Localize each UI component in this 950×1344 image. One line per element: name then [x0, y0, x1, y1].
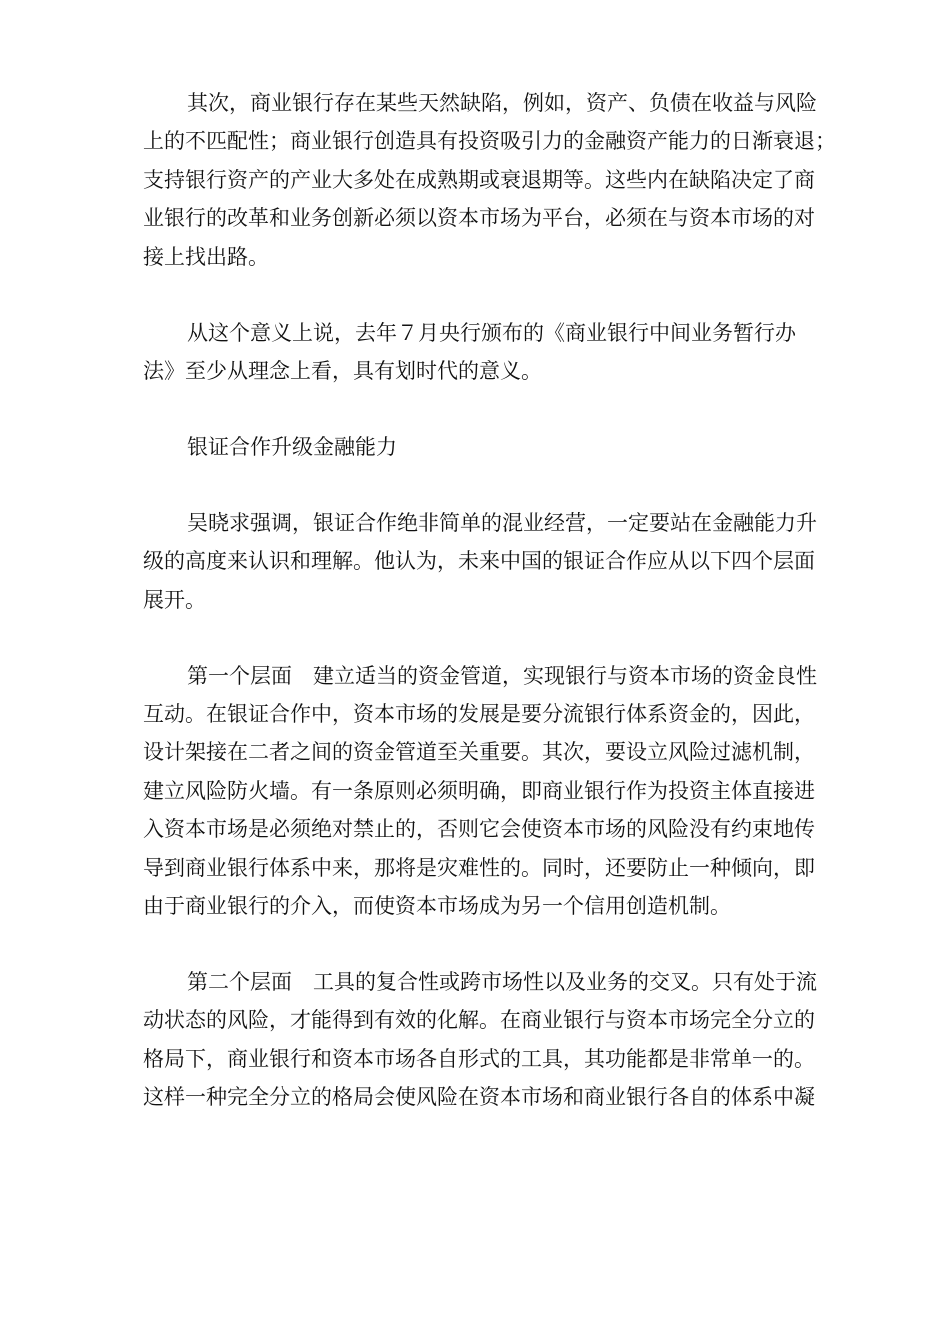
text-line: 上的不匹配性；商业银行创造具有投资吸引力的金融资产能力的日渐衰退； [143, 129, 836, 154]
text-line: 从这个意义上说，去年７月央行颁布的《商业银行中间业务暂行办 [187, 320, 796, 345]
paragraph-second-level [143, 963, 861, 1117]
text-line: 其次，商业银行存在某些天然缺陷，例如，资产、负债在收益与风险 [187, 91, 817, 115]
text-line: 业银行的改革和业务创新必须以资本市场为平台，必须在与资本市场的对 [143, 206, 815, 231]
paragraph-first-level [143, 657, 861, 926]
paragraph-gap [143, 390, 861, 428]
text-line: 格局下，商业银行和资本市场各自形式的工具，其功能都是非常单一的。 [143, 1046, 815, 1071]
text-line: 法》至少从理念上看，具有划时代的意义。 [143, 358, 542, 383]
paragraph-gap [143, 276, 861, 314]
document-body [143, 84, 861, 1117]
paragraph-central-bank-measures [143, 314, 861, 391]
text-line: 设计架接在二者之间的资金管道至关重要。其次，要设立风险过滤机制， [143, 740, 815, 765]
paragraph-wu-xiaoqiu [143, 504, 861, 619]
text-line: 动状态的风险，才能得到有效的化解。在商业银行与资本市场完全分立的 [143, 1008, 815, 1033]
paragraph-gap [143, 619, 861, 657]
text-line: 建立风险防火墙。有一条原则必须明确，即商业银行作为投资主体直接进 [143, 778, 815, 803]
section-heading [143, 428, 861, 466]
text-line: 由于商业银行的介入，而使资本市场成为另一个信用创造机制。 [143, 894, 731, 919]
text-line: 第一个层面 建立适当的资金管道，实现银行与资本市场的资金良性 [187, 663, 817, 688]
heading-text: 银证合作升级金融能力 [187, 434, 397, 459]
text-line: 支持银行资产的产业大多处在成熟期或衰退期等。这些内在缺陷决定了商 [143, 167, 815, 192]
text-line: 展开。 [143, 587, 206, 612]
text-line: 级的高度来认识和理解。他认为，未来中国的银证合作应从以下四个层面 [143, 549, 815, 574]
text-line: 入资本市场是必须绝对禁止的，否则它会使资本市场的风险没有约束地传 [143, 817, 815, 842]
text-line: 第二个层面 工具的复合性或跨市场性以及业务的交叉。只有处于流 [187, 970, 817, 994]
text-line: 这样一种完全分立的格局会使风险在资本市场和商业银行各自的体系中凝 [143, 1085, 815, 1110]
text-line: 导到商业银行体系中来，那将是灾难性的。同时，还要防止一种倾向，即 [143, 855, 815, 880]
paragraph-gap [143, 925, 861, 963]
text-line: 吴晓求强调，银证合作绝非简单的混业经营，一定要站在金融能力升 [187, 510, 817, 535]
paragraph-gap [143, 466, 861, 504]
text-line: 接上找出路。 [143, 244, 269, 269]
paragraph-commercial-bank-defects [143, 84, 861, 276]
text-line: 互动。在银证合作中，资本市场的发展是要分流银行体系资金的，因此， [143, 702, 815, 727]
